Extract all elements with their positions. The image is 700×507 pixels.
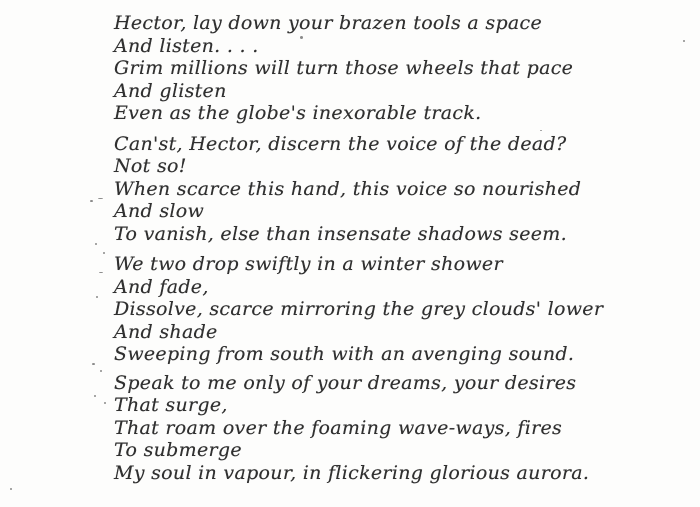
stanza-gap — [114, 125, 689, 133]
poem-line: Hector, lay down your brazen tools a space — [114, 12, 543, 34]
poem-line: We two drop swiftly in a winter shower — [114, 253, 503, 275]
poem-line: Even as the globe's inexorable track. — [114, 102, 482, 124]
poem-line: To submerge — [114, 439, 242, 461]
poem-line: Dissolve, scarce mirroring the grey clouds' lower — [114, 298, 604, 320]
stanza-1 — [114, 12, 689, 125]
poem-line: Can'st, Hector, discern the voice of the dead? — [114, 132, 567, 155]
poem-line: And listen. . . . — [114, 34, 259, 57]
scan-speck — [10, 488, 12, 490]
scan-speck — [96, 296, 98, 298]
scan-speck — [90, 200, 93, 202]
scan-speck — [104, 402, 106, 404]
stanza-gap — [114, 245, 689, 253]
poem-line: Sweeping from south with an avenging sound. — [114, 343, 575, 365]
poem-line: To vanish, else than insensate shadows seem. — [114, 222, 567, 245]
scan-speck — [95, 243, 97, 245]
stanza-4 — [114, 372, 689, 485]
poem-line: That surge, — [114, 394, 228, 416]
stanza-2 — [114, 133, 689, 246]
scan-speck — [94, 395, 96, 397]
scan-speck — [99, 272, 103, 273]
poem-line: And shade — [114, 320, 218, 343]
poem-line: And glisten — [114, 79, 227, 102]
stanza-3 — [114, 253, 689, 366]
poem-line: When scarce this hand, this voice so nourished — [114, 177, 582, 200]
poem-line: Not so! — [114, 155, 187, 177]
scan-speck — [98, 198, 103, 199]
scan-speck — [92, 363, 95, 365]
poem-line: That roam over the foaming wave-ways, fires — [114, 416, 563, 439]
poem-line: My soul in vapour, in flickering glorious aurora. — [114, 461, 590, 484]
poem-line: And fade, — [114, 275, 209, 298]
poem-line: Grim millions will turn those wheels that pace — [114, 57, 574, 79]
poem-line: Speak to me only of your dreams, your desires — [114, 371, 577, 394]
poem — [114, 12, 689, 484]
poem-line: And slow — [114, 200, 205, 222]
scan-speck — [103, 252, 105, 254]
scan-speck — [100, 370, 102, 372]
